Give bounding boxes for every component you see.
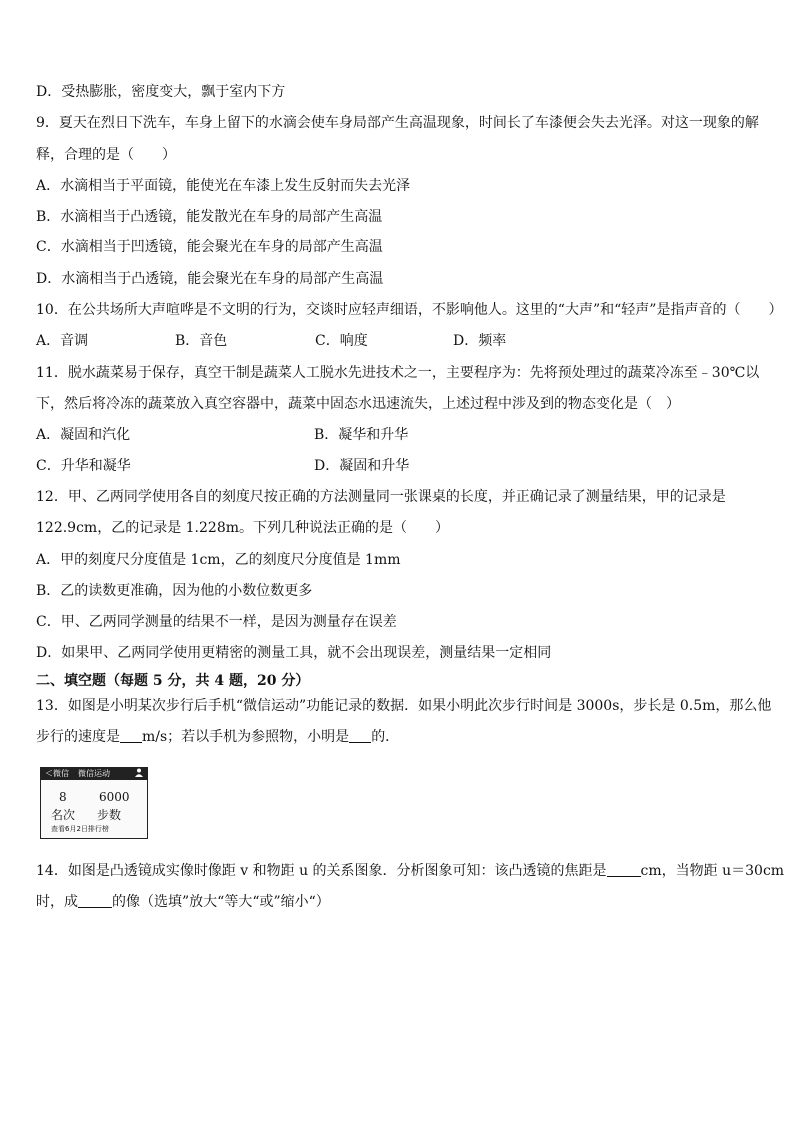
q10-option-d: D．频率 (453, 333, 507, 349)
phone-title-bar (41, 768, 147, 780)
q12-option-c: C．甲、乙两同学测量的结果不一样，是因为测量存在误差 (36, 614, 397, 630)
q14-text-b: cm，当物距 u＝30cm (640, 863, 785, 879)
q9-option-d: D．水滴相当于凸透镜，能会聚光在车身的局部产生高温 (36, 271, 384, 287)
person-icon (135, 768, 143, 781)
q9-stem-line1: 9．夏天在烈日下洗车，车身上留下的水滴会使车身局部产生高温现象，时间长了车漆便会失去光泽。对这一现象的解 (36, 115, 759, 131)
q10-stem: 10．在公共场所大声喧哗是不文明的行为，交谈时应轻声细语，不影响他人。这里的“大声”和“轻声”是指声音的（ ） (36, 302, 783, 318)
q11-option-b: B．凝华和升华 (314, 427, 409, 443)
q14-text-a: 14．如图是凸透镜成实像时像距 v 和物距 u 的关系图象．分析图象可知：该凸透镜的焦距是 (36, 863, 607, 879)
q9-stem-line2: 释，合理的是（ ） (36, 147, 176, 163)
q13-text-c: 的． (371, 729, 400, 745)
q10-option-c: C．响度 (315, 333, 368, 349)
q12-stem-line1: 12．甲、乙两同学使用各自的刻度尺按正确的方法测量同一张课桌的长度，并正确记录了测量结果，甲的记录是 (36, 489, 726, 505)
ranking-link: 查看6月2日排行榜 (51, 825, 109, 833)
q12-option-b: B．乙的读数更准确，因为他的小数位数更多 (36, 583, 313, 599)
q11-stem-line1: 11．脱水蔬菜易于保存，真空干制是蔬菜人工脱水先进技术之一，主要程序为：先将预处理过的蔬菜冷冻至﹣30℃以 (36, 365, 760, 381)
q14-stem-line1 (36, 862, 784, 880)
steps-number: 6000 (99, 790, 130, 804)
q12-option-a: A．甲的刻度尺分度值是 1cm，乙的刻度尺分度值是 1mm (36, 552, 401, 568)
steps-label: 步数 (97, 808, 122, 822)
back-link: ＜微信 (45, 769, 69, 778)
q9-option-a: A．水滴相当于平面镜，能使光在车漆上发生反射而失去光泽 (36, 178, 411, 194)
wechat-sport-screenshot (40, 767, 148, 839)
q11-option-a: A．凝固和汽化 (36, 427, 131, 443)
q13-blank-speed[interactable] (120, 728, 142, 743)
q13-blank-reference[interactable] (349, 728, 371, 743)
q11-option-d: D．凝固和升华 (314, 458, 410, 474)
q13-stem-line1: 13．如图是小明某次步行后手机“微信运动”功能记录的数据．如果小明此次步行时间是 3000s，步长是 0.5m，那么他 (36, 698, 772, 714)
q9-option-b: B．水滴相当于凸透镜，能发散光在车身的局部产生高温 (36, 209, 383, 225)
q14-blank-image[interactable] (78, 893, 112, 908)
q10-option-b: B．音色 (175, 333, 228, 349)
q13-text-b: m/s；若以手机为参照物，小明是 (142, 729, 350, 745)
q13-text-a: 步行的速度是 (36, 729, 120, 745)
q13-stem-line2 (36, 728, 399, 746)
q8-option-d: D．受热膨胀，密度变大，飘于室内下方 (36, 84, 286, 100)
q12-stem-line2: 122.9cm，乙的记录是 1.228m。下列几种说法正确的是（ ） (36, 520, 449, 536)
rank-label: 名次 (51, 808, 76, 822)
q14-text-c: 时，成 (36, 894, 78, 910)
q14-stem-line2 (36, 893, 330, 911)
q11-option-c: C．升华和凝华 (36, 458, 131, 474)
q10-option-a: A．音调 (36, 333, 89, 349)
q12-option-d: D．如果甲、乙两同学使用更精密的测量工具，就不会出现误差，测量结果一定相同 (36, 645, 552, 661)
q11-stem-line2: 下，然后将冷冻的蔬菜放入真空容器中，蔬菜中固态水迅速流失，上述过程中涉及到的物态变化是（ ） (36, 396, 680, 412)
rank-number: 8 (59, 790, 67, 804)
q14-blank-focal[interactable] (607, 862, 641, 877)
q9-option-c: C．水滴相当于凹透镜，能会聚光在车身的局部产生高温 (36, 239, 383, 255)
phone-title: 微信运动 (78, 769, 110, 778)
section-heading: 二、填空题（每题 5 分，共 4 题，20 分） (36, 673, 310, 689)
q14-text-d: 的像（选填”放大“等大“或”缩小“） (112, 894, 330, 910)
